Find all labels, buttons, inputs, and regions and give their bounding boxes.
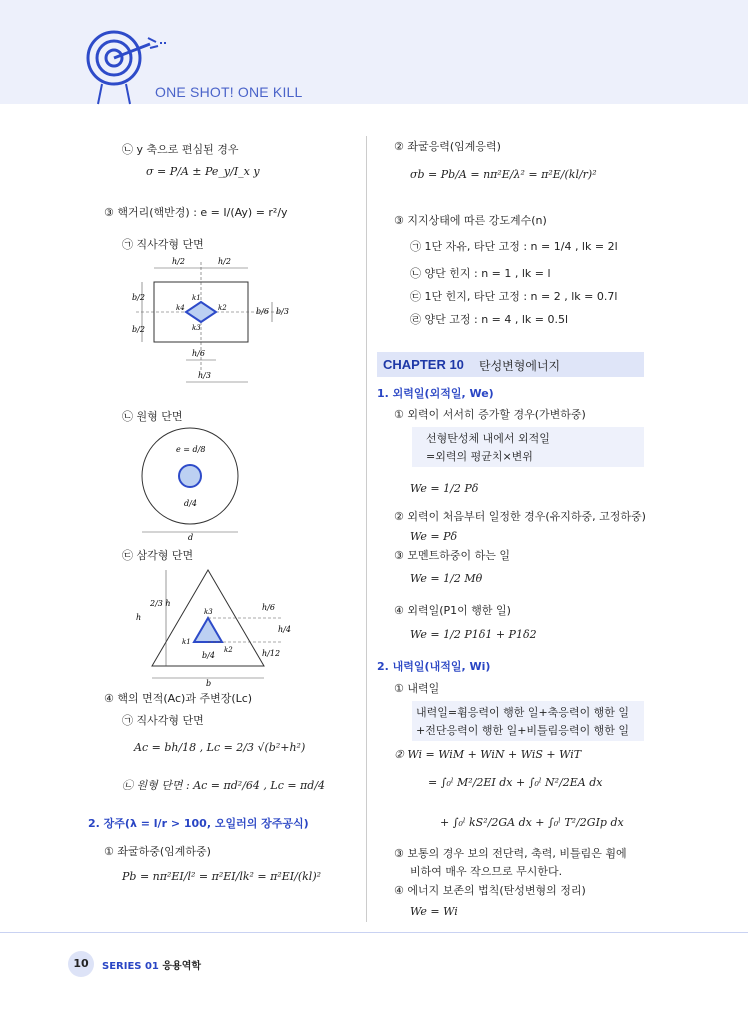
definition-box-2 bbox=[412, 701, 644, 741]
box1-line-a: 선형탄성체 내에서 외적일 bbox=[426, 432, 550, 445]
circle-e: e = d/8 bbox=[176, 445, 206, 454]
page-number: 10 bbox=[68, 951, 94, 977]
circle-section-diagram bbox=[138, 420, 248, 540]
tri-h4: h/4 bbox=[278, 625, 291, 634]
rect-h2b: h/2 bbox=[218, 257, 231, 266]
circle-d4: d/4 bbox=[184, 499, 197, 508]
right-line-7: ① 외력이 서서히 증가할 경우(가변하중) bbox=[394, 408, 586, 421]
tri-h12: h/12 bbox=[262, 649, 281, 658]
rect-k4: k4 bbox=[176, 304, 185, 312]
right-formula-3: We = Pδ bbox=[410, 530, 458, 543]
right-formula-5: We = 1/2 P1δ1 + P1δ2 bbox=[410, 628, 537, 641]
right-formula-2: We = 1/2 Pδ bbox=[410, 482, 479, 495]
right-line-9: ③ 모멘트하중이 하는 일 bbox=[394, 549, 510, 562]
right-line-10: ④ 외력일(P1이 행한 일) bbox=[394, 604, 511, 617]
left-line-3: ㉠ 직사각형 단면 bbox=[122, 238, 204, 251]
box2-line-a: 내력일=휨응력이 행한 일+축응력이 행한 일 bbox=[416, 706, 630, 719]
tri-k3: k3 bbox=[204, 608, 213, 616]
subject-name: 응용역학 bbox=[162, 961, 202, 972]
left-formula-3: ㉡ 원형 단면 : Ac = πd²/64 , Lc = πd/4 bbox=[122, 779, 326, 792]
right-section-2: 2. 내력일(내적일, Wi) bbox=[377, 660, 491, 673]
footer-divider bbox=[0, 932, 748, 933]
rect-b2b: b/2 bbox=[132, 325, 145, 334]
rect-h2a: h/2 bbox=[172, 257, 185, 266]
tri-h: h bbox=[136, 613, 142, 622]
left-line-2: ③ 핵거리(핵반경) : e = I/(Ay) = r²/y bbox=[104, 206, 288, 219]
rect-k1: k1 bbox=[192, 294, 201, 302]
left-formula-4: Pb = nπ²EI/l² = π²EI/lk² = π²EI/(kl)² bbox=[122, 870, 322, 883]
left-line-1: ㉡ y 축으로 편심된 경우 bbox=[122, 143, 239, 156]
right-formula-8: + ∫₀ˡ kS²/2GA dx + ∫₀ˡ T²/2GIp dx bbox=[440, 816, 624, 829]
right-line-13: 비하여 매우 작으므로 무시한다. bbox=[410, 865, 563, 878]
series-number: SERIES 01 bbox=[102, 961, 159, 972]
right-line-1: ② 좌굴응력(임계응력) bbox=[394, 140, 501, 153]
tri-h23: 2/3 h bbox=[150, 599, 171, 608]
right-line-2: ③ 지지상태에 따른 강도계수(n) bbox=[394, 214, 547, 227]
rectangle-section-diagram bbox=[132, 252, 297, 400]
right-formula-7: = ∫₀ˡ M²/2EI dx + ∫₀ˡ N²/2EA dx bbox=[428, 776, 603, 789]
tri-k2: k2 bbox=[224, 646, 233, 654]
box2-line-b: +전단응력이 행한 일+비틀림응력이 행한 일 bbox=[416, 724, 630, 737]
right-formula-1: σb = Pb/A = nπ²E/λ² = π²E/(kl/r)² bbox=[410, 168, 597, 181]
left-line-7: ㉠ 직사각형 단면 bbox=[122, 714, 204, 727]
rect-b2a: b/2 bbox=[132, 293, 145, 302]
right-formula-6: ② Wi = WiM + WiN + WiS + WiT bbox=[394, 748, 582, 761]
right-line-6: ㉣ 양단 고정 : n = 4 , lk = 0.5l bbox=[410, 313, 569, 326]
left-formula-1: σ = P/A ± Pe_y/I_x y bbox=[146, 165, 260, 178]
series-label bbox=[102, 957, 201, 972]
column-divider bbox=[366, 136, 367, 922]
right-line-11: ① 내력일 bbox=[394, 682, 440, 695]
rect-k3: k3 bbox=[192, 324, 201, 332]
right-formula-4: We = 1/2 Mθ bbox=[410, 572, 483, 585]
definition-box-1 bbox=[412, 427, 644, 467]
rect-b6: b/6 bbox=[256, 307, 269, 316]
rect-h3: h/3 bbox=[198, 371, 211, 380]
right-line-12: ③ 보통의 경우 보의 전단력, 축력, 비틀림은 휨에 bbox=[394, 847, 627, 860]
left-line-4: ㉡ 원형 단면 bbox=[122, 410, 183, 423]
right-line-5: ㉢ 1단 힌지, 타단 고정 : n = 2 , lk = 0.7l bbox=[410, 290, 618, 303]
rect-b3: b/3 bbox=[276, 307, 289, 316]
left-line-8: ① 좌굴하중(임계하중) bbox=[104, 845, 211, 858]
left-formula-2: Ac = bh/18 , Lc = 2/3 √(b²+h²) bbox=[134, 741, 306, 754]
chapter-number: CHAPTER 10 bbox=[383, 357, 464, 372]
chapter-banner bbox=[377, 352, 644, 377]
tri-h6: h/6 bbox=[262, 603, 275, 612]
tri-b: b bbox=[206, 679, 212, 686]
chapter-title: 탄성변형에너지 bbox=[479, 359, 561, 373]
right-line-8: ② 외력이 처음부터 일정한 경우(유지하중, 고정하중) bbox=[394, 510, 646, 523]
tri-b4: b/4 bbox=[202, 651, 215, 660]
left-section-2: 2. 장주(λ = l/r > 100, 오일러의 장주공식) bbox=[88, 817, 309, 830]
box1-line-b: =외력의 평균치×변위 bbox=[426, 450, 533, 463]
right-section-1: 1. 외력일(외적일, We) bbox=[377, 387, 494, 400]
rect-h6: h/6 bbox=[192, 349, 205, 358]
right-formula-9: We = Wi bbox=[410, 905, 458, 918]
rect-k2: k2 bbox=[218, 304, 227, 312]
right-line-4: ㉡ 양단 힌지 : n = 1 , lk = l bbox=[410, 267, 551, 280]
right-line-3: ㉠ 1단 자유, 타단 고정 : n = 1/4 , lk = 2l bbox=[410, 240, 618, 253]
triangle-section-diagram bbox=[132, 566, 297, 686]
right-line-14: ④ 에너지 보존의 법칙(탄성변형의 정리) bbox=[394, 884, 586, 897]
left-line-5: ㉢ 삼각형 단면 bbox=[122, 549, 194, 562]
left-line-6: ④ 핵의 면적(Ac)과 주변장(Lc) bbox=[104, 692, 253, 705]
slogan-text: ONE SHOT! ONE KILL bbox=[155, 84, 303, 100]
circle-d: d bbox=[188, 533, 194, 540]
tri-k1: k1 bbox=[182, 638, 191, 646]
